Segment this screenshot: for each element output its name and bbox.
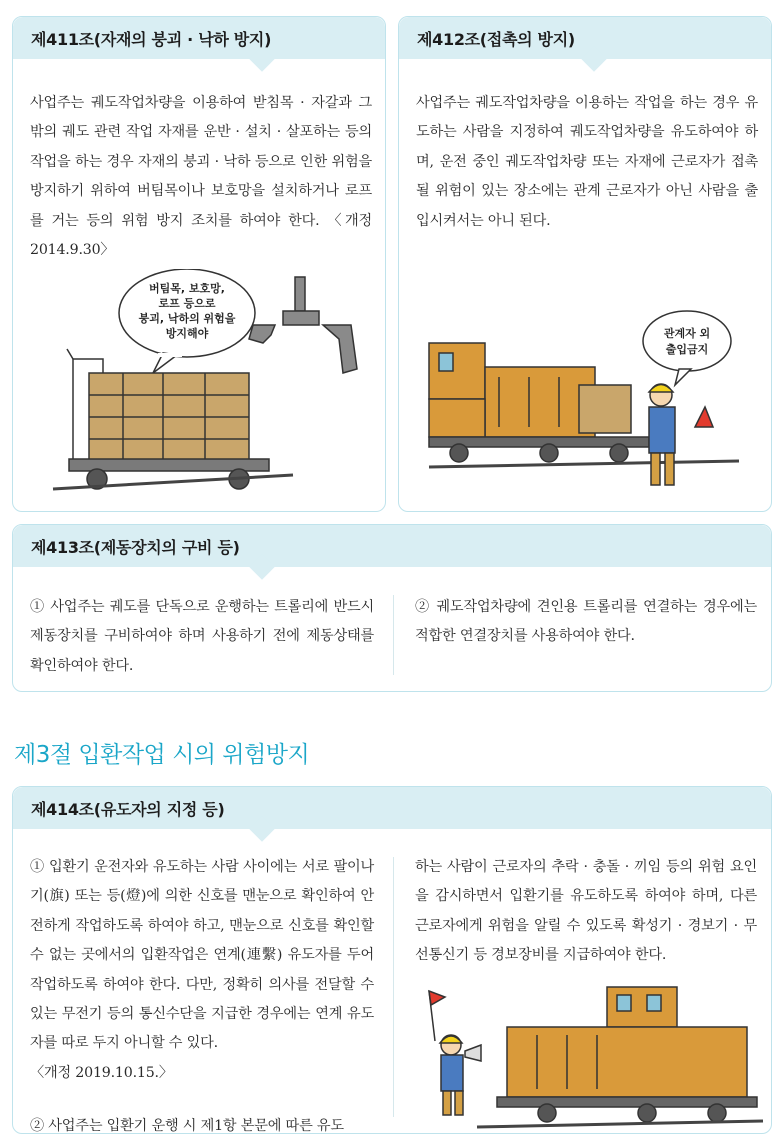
article-414-header [13, 787, 771, 829]
switcher-locomotive-illustration [407, 971, 767, 1131]
article-411-text: 사업주는 궤도작업차량을 이용하여 받침목 · 자갈과 그 밖의 궤도 관련 작업 자재를 운반 · 설치 · 살포하는 등의 작업을 하는 경우 자재의 붕괴 · 낙하 등으로 인한 위험을 방지하기 위하여 버팀목이나 보호망을 설치하거나 로프를 거는 등의 위험 방지 조치를 하여야 한다. 〈개정 2014.9.30〉 [30, 95, 372, 259]
bubble-line: 로프 등으로 [158, 297, 216, 310]
article-413-right-text: ② 궤도작업차량에 견인용 트롤리를 연결하는 경우에는 적합한 연결장치를 사용하여야 한다. [415, 599, 757, 645]
flag-worker [429, 991, 481, 1115]
article-412-card [398, 16, 772, 512]
article-413-header [13, 525, 771, 567]
article-414-paragraph-1: ① 입환기 운전자와 유도하는 사람 사이에는 서로 팔이나 기(旗) 또는 등(燈)에 의한 신호를 맨눈으로 확인하여 안전하게 작업하도록 하여야 하고, 맨눈으로 신호를 확인할 수 없는 곳에서의 입환작업은 연계(連繫) 유도자를 두어 작업하도록 하여야 한다. 다만, 정확히 의사를 전달할 수 있는 무전기 등의 통신수단을 지급한 경우에는 연계 유도자를 따로 두지 아니할 수 있다. [30, 859, 374, 1052]
bubble-line: 출입금지 [665, 343, 709, 356]
bubble-line: 방지해야 [165, 327, 209, 340]
article-413-card [12, 524, 772, 692]
bubble-line: 버팀목, 보호망, [149, 282, 225, 295]
svg-text:방지해야 [166, 326, 209, 340]
bubble-line: 붕괴, 낙하의 위험을 [138, 312, 236, 325]
article-413-left-text: ① 사업주는 궤도를 단독으로 운행하는 트롤리에 반드시 제동장치를 구비하여야 하며 사용하기 전에 제동상태를 확인하여야 한다. [30, 599, 374, 674]
svg-text:붕괴, 낙하의 위험을 [138, 311, 236, 325]
speech-bubble [643, 311, 731, 371]
article-411-header [13, 17, 385, 59]
section-title: 제3절 입환작업 시의 위험방지 [14, 742, 310, 768]
article-411-title: 제411조(자재의 붕괴 · 낙하 방지) [31, 30, 272, 49]
article-413-title: 제413조(제동장치의 구비 등) [31, 538, 240, 557]
article-412-text: 사업주는 궤도작업차량을 이용하는 작업을 하는 경우 유도하는 사람을 지정하여 궤도작업차량을 유도하여야 하며, 운전 중인 궤도작업차량 또는 자재에 근로자가 접촉될 위험이 있는 장소에는 관계 근로자가 아닌 사람을 출입시켜서는 아니 된다. [416, 95, 758, 229]
article-414-revision-note: 〈개정 2019.10.15.〉 [30, 1064, 173, 1081]
trolley-illustration [13, 269, 386, 509]
article-412-title: 제412조(접촉의 방지) [417, 30, 575, 49]
article-414-left-text [30, 853, 374, 1134]
article-414-right-text: 하는 사람이 근로자의 추락 · 충돌 · 끼임 등의 위험 요인을 감시하면서 입환기를 유도하도록 하여야 하며, 다른 근로자에게 위험을 알릴 수 있도록 확성기 · 경보기 · 무선통신기 등 경보장비를 지급하여야 한다. [415, 859, 757, 964]
article-412-header [399, 17, 771, 59]
svg-text:버팀목, 보호망, [149, 281, 225, 295]
article-414-card [12, 786, 772, 1134]
switcher-locomotive [477, 987, 763, 1127]
svg-text:로프 등으로 [158, 297, 216, 310]
svg-text:출입금지 [665, 342, 709, 356]
article-414-title: 제414조(유도자의 지정 등) [31, 800, 225, 819]
bubble-line: 관계자 외 [663, 327, 711, 340]
worker [649, 384, 713, 485]
article-411-card [12, 16, 386, 512]
trolley [53, 349, 293, 489]
crane-grab [249, 277, 357, 373]
article-414-paragraph-2: ② 사업주는 입환기 운행 시 제1항 본문에 따른 유도 [30, 1118, 344, 1134]
svg-text:관계자 외 [663, 326, 710, 340]
locomotive-worker-illustration [399, 297, 772, 507]
